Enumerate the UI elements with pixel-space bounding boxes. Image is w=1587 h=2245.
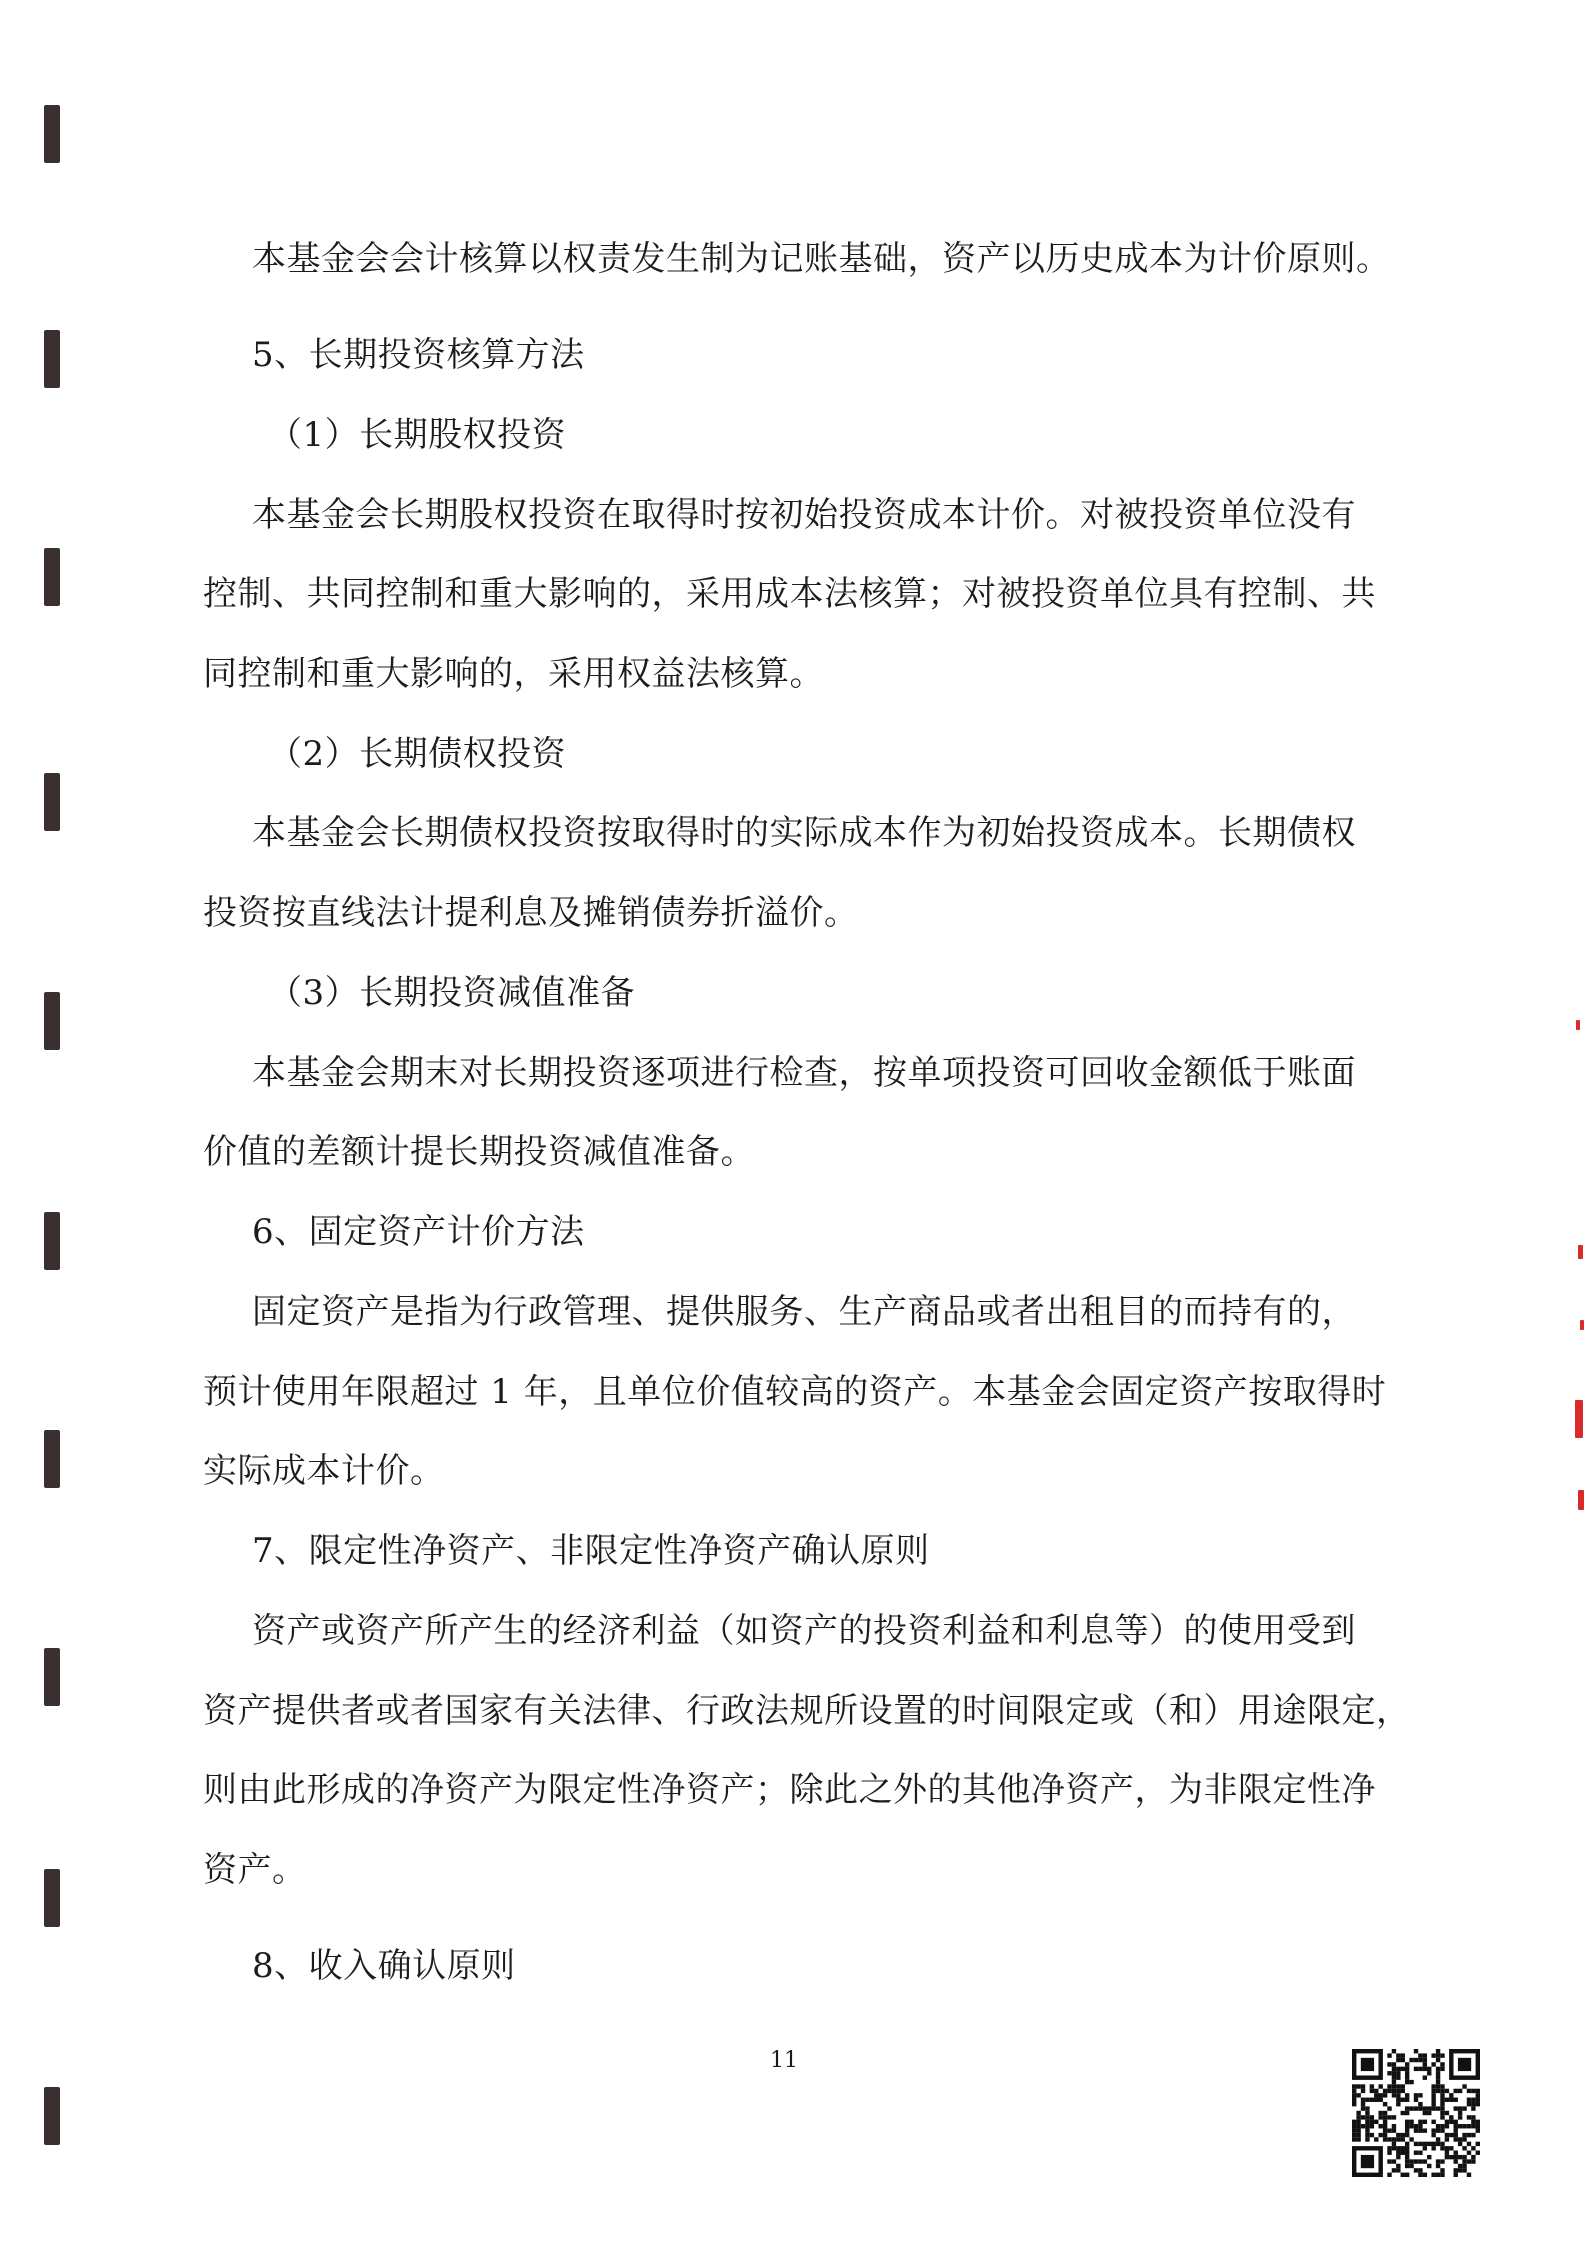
section-heading: 7、限定性净资产、非限定性净资产确认原则 [252, 1531, 930, 1571]
section-heading: 5、长期投资核算方法 [252, 335, 585, 375]
paragraph-line: 投资按直线法计提利息及摊销债券折溢价。 [203, 893, 859, 933]
binding-mark [44, 330, 60, 388]
section-heading: 6、固定资产计价方法 [252, 1212, 585, 1252]
paragraph-line: 本基金会会计核算以权责发生制为记账基础，资产以历史成本为计价原则。 [252, 239, 1391, 279]
paragraph-line: 则由此形成的净资产为限定性净资产；除此之外的其他净资产，为非限定性净 [203, 1770, 1376, 1810]
subsection-heading: （3）长期投资减值准备 [268, 973, 636, 1013]
binding-mark [44, 992, 60, 1050]
binding-mark [44, 773, 60, 831]
seal-edge-fragment [1578, 1245, 1583, 1259]
qr-code-icon [1352, 2049, 1480, 2177]
paragraph-line: 资产提供者或者国家有关法律、行政法规所设置的时间限定或（和）用途限定， [203, 1691, 1411, 1731]
paragraph-line: 同控制和重大影响的，采用权益法核算。 [203, 654, 824, 694]
paragraph-line: 资产或资产所产生的经济利益（如资产的投资利益和利息等）的使用受到 [252, 1611, 1356, 1651]
paragraph-line: 固定资产是指为行政管理、提供服务、生产商品或者出租目的而持有的， [252, 1292, 1356, 1332]
binding-mark [44, 1430, 60, 1488]
binding-mark [44, 1869, 60, 1927]
paragraph-line: 本基金会长期股权投资在取得时按初始投资成本计价。对被投资单位没有 [252, 495, 1356, 535]
seal-edge-fragment [1578, 1490, 1584, 1510]
binding-mark [44, 1212, 60, 1270]
paragraph-line: 价值的差额计提长期投资减值准备。 [203, 1132, 755, 1172]
binding-mark [44, 2087, 60, 2145]
paragraph-line: 本基金会期末对长期投资逐项进行检查，按单项投资可回收金额低于账面 [252, 1053, 1356, 1093]
paragraph-line: 预计使用年限超过 1 年，且单位价值较高的资产。本基金会固定资产按取得时 [203, 1372, 1387, 1412]
subsection-heading: （2）长期债权投资 [268, 734, 567, 774]
binding-mark [44, 548, 60, 606]
paragraph-line: 实际成本计价。 [203, 1451, 445, 1491]
paragraph-line: 本基金会长期债权投资按取得时的实际成本作为初始投资成本。长期债权 [252, 813, 1356, 853]
paragraph-line: 控制、共同控制和重大影响的，采用成本法核算；对被投资单位具有控制、共 [203, 574, 1376, 614]
paragraph-line: 资产。 [203, 1850, 307, 1890]
section-heading: 8、收入确认原则 [252, 1946, 516, 1986]
seal-edge-fragment [1575, 1400, 1583, 1438]
page-number: 11 [770, 2048, 798, 2073]
binding-mark [44, 1648, 60, 1706]
seal-edge-fragment [1576, 1020, 1580, 1030]
subsection-heading: （1）长期股权投资 [268, 415, 567, 455]
seal-edge-fragment [1580, 1320, 1584, 1330]
binding-mark [44, 105, 60, 163]
